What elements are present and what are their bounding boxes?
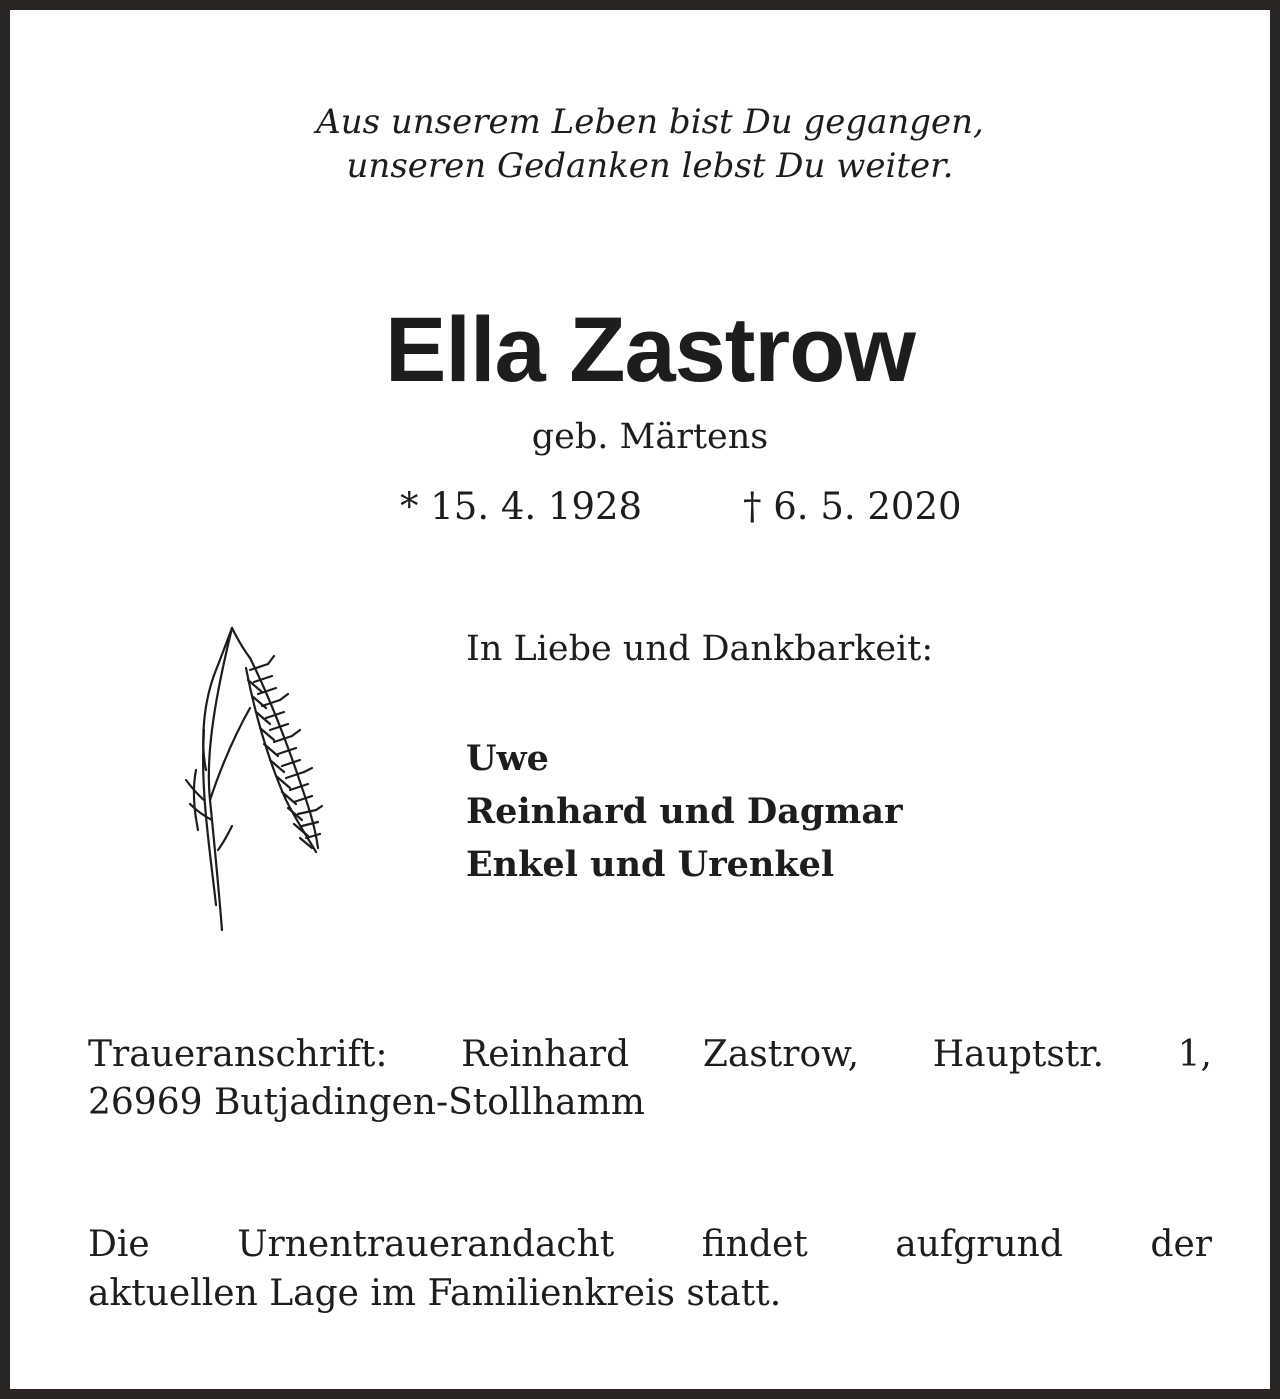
address-word: Zastrow, bbox=[702, 1034, 860, 1075]
dedication-text: In Liebe und Dankbarkeit: bbox=[466, 629, 934, 669]
address-line-1 bbox=[88, 1032, 1212, 1078]
notice-line-1 bbox=[88, 1222, 1212, 1268]
mourner-name: Enkel und Urenkel bbox=[466, 844, 835, 885]
address-word: Hauptstr. bbox=[932, 1034, 1104, 1075]
notice-word: aufgrund bbox=[895, 1224, 1063, 1265]
mourner-name: Reinhard und Dagmar bbox=[466, 791, 903, 832]
notice-word: Die bbox=[88, 1224, 150, 1265]
wheat-ear-icon bbox=[170, 620, 330, 935]
address-word: 1, bbox=[1177, 1034, 1212, 1075]
notice-word: Urnentrauerandacht bbox=[237, 1224, 615, 1265]
deceased-name: Ella Zastrow bbox=[385, 299, 915, 401]
notice-word: findet bbox=[701, 1224, 808, 1265]
verse-line-1: Aus unserem Leben bist Du gegangen, bbox=[316, 102, 984, 142]
death-date: † 6. 5. 2020 bbox=[743, 485, 962, 528]
mourner-name: Uwe bbox=[466, 738, 549, 779]
address-line-2: 26969 Butjadingen-Stollhamm bbox=[88, 1082, 645, 1123]
maiden-name: geb. Märtens bbox=[531, 417, 769, 457]
notice-word: der bbox=[1150, 1224, 1212, 1265]
address-word: Traueranschrift: bbox=[88, 1034, 388, 1075]
address-word: Reinhard bbox=[461, 1034, 630, 1075]
verse-line-2: unseren Gedanken lebst Du weiter. bbox=[346, 146, 954, 186]
birth-date: * 15. 4. 1928 bbox=[400, 485, 643, 528]
notice-line-2: aktuellen Lage im Familienkreis statt. bbox=[88, 1273, 782, 1314]
